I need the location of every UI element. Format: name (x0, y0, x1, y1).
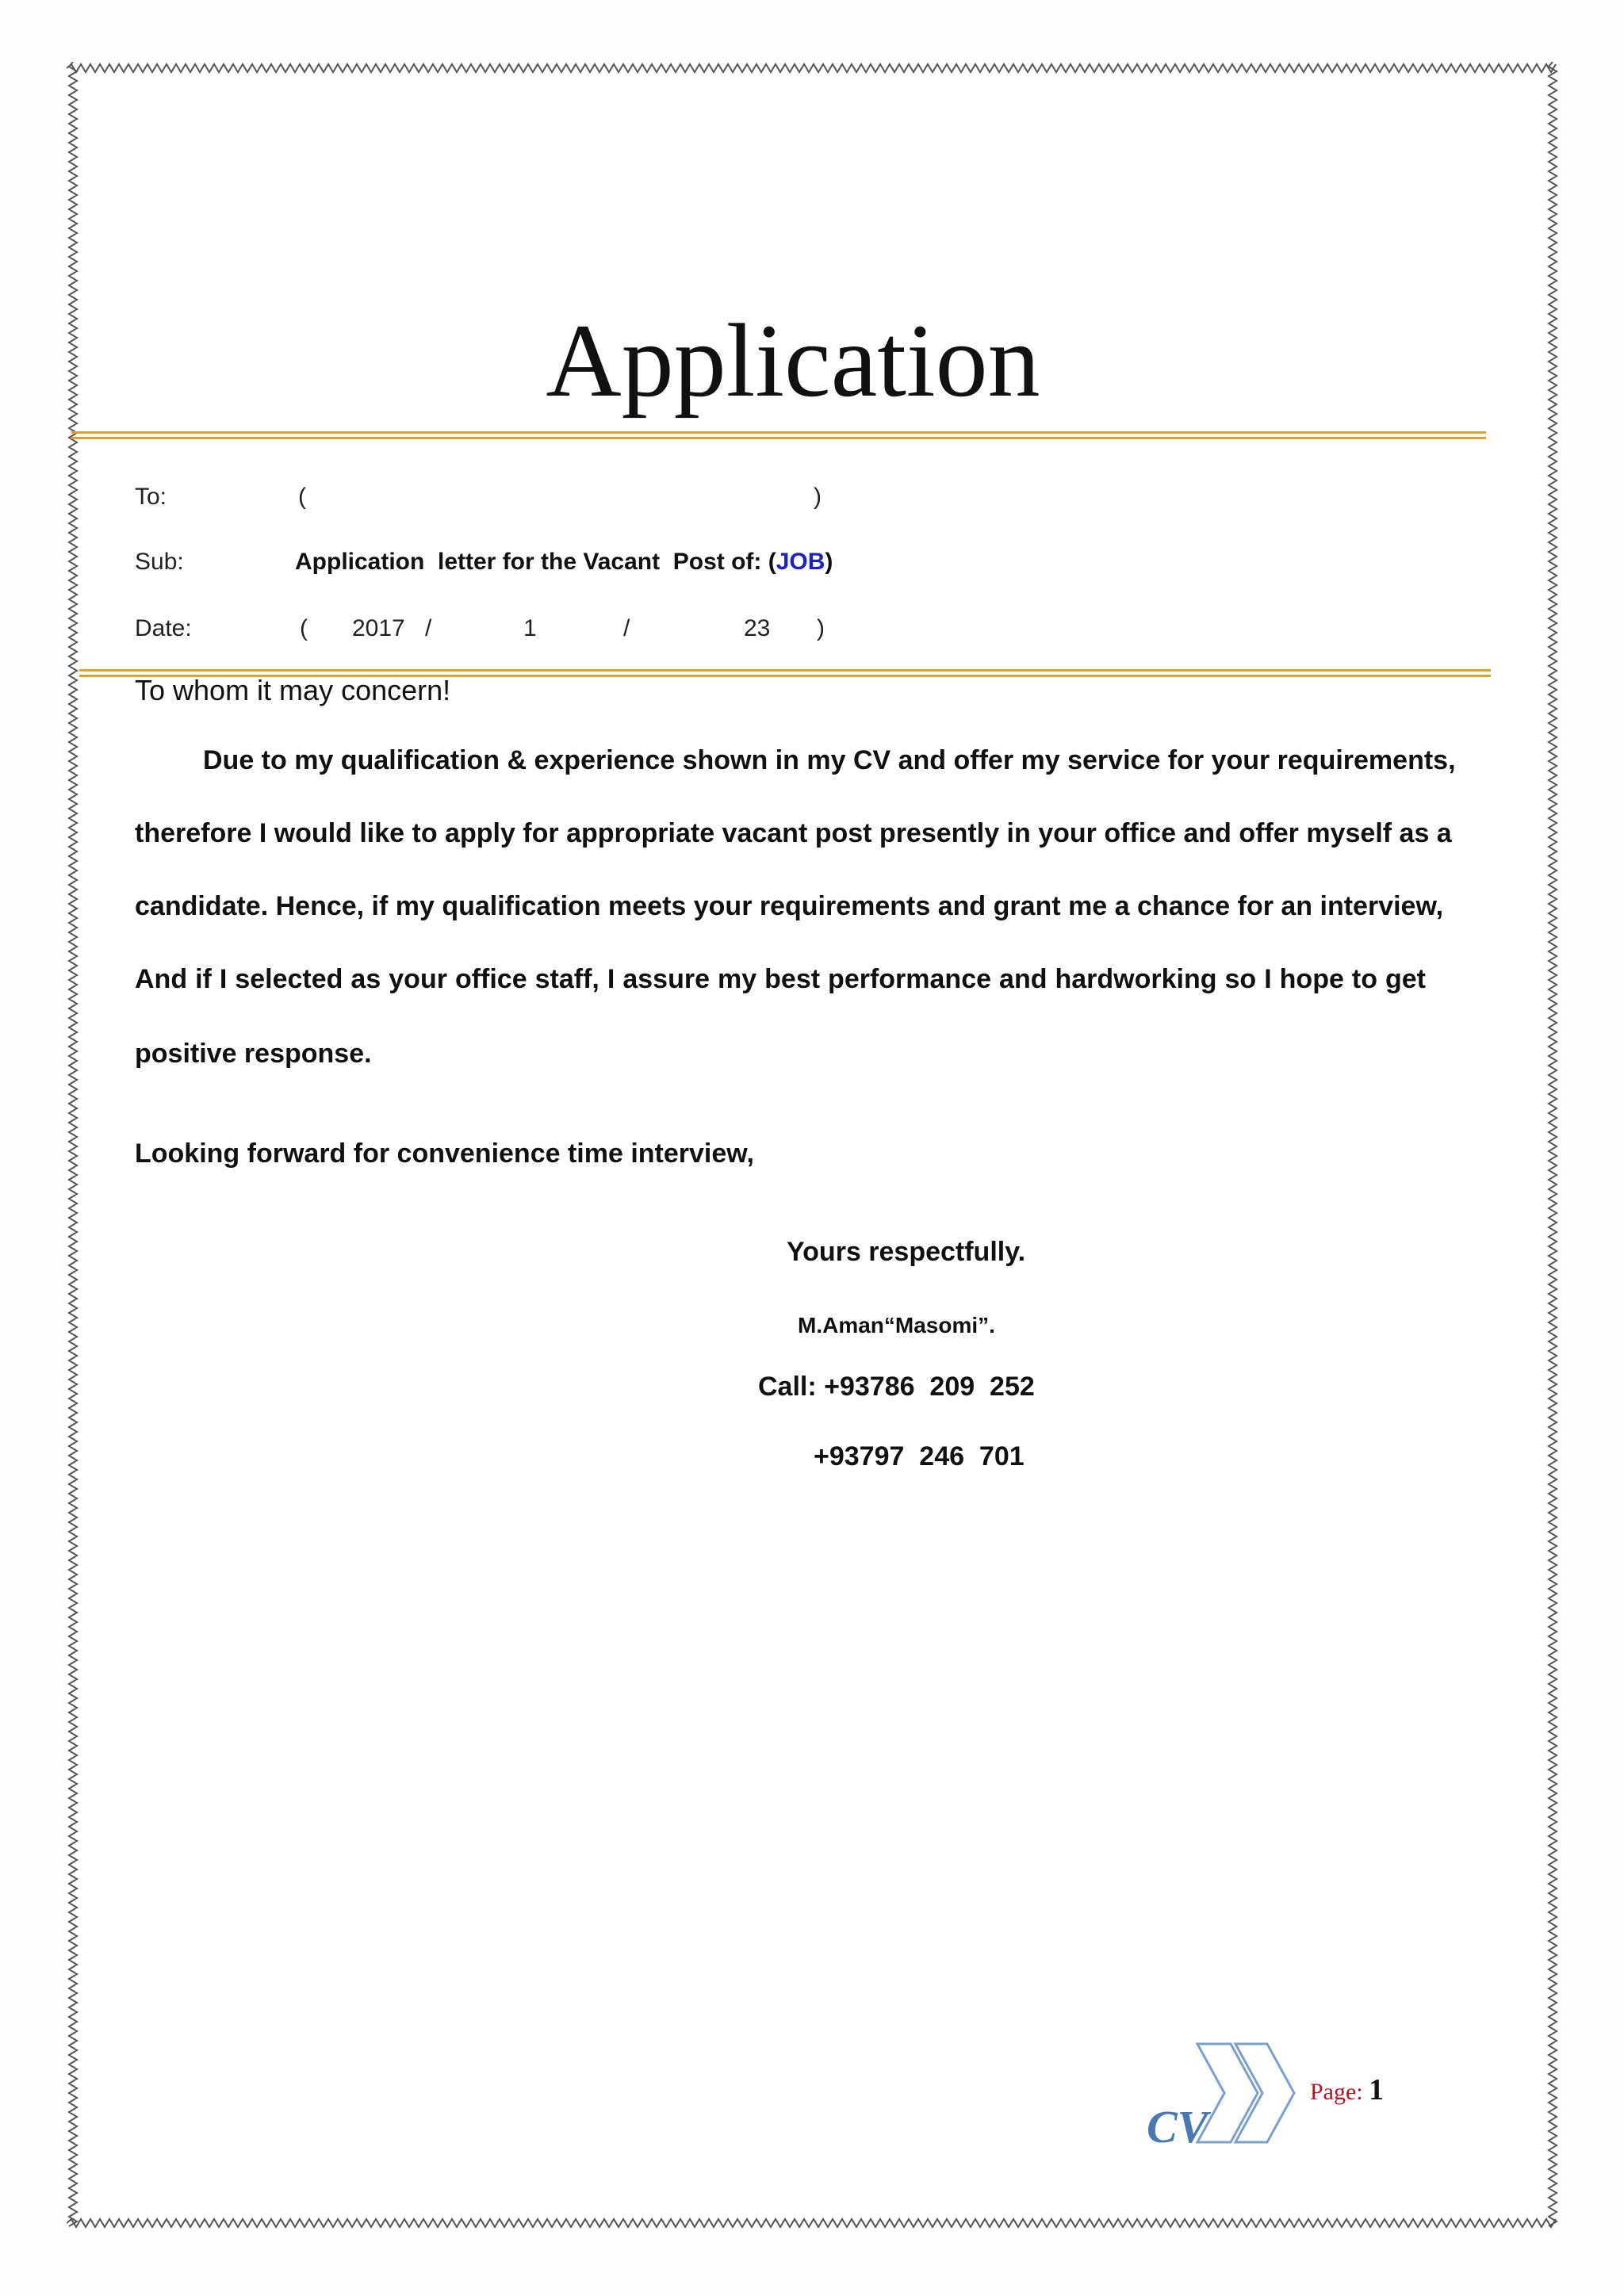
date-separator-2: / (623, 615, 630, 641)
date-paren-close: ) (817, 615, 825, 641)
subject-end: ) (825, 549, 833, 575)
page-indicator (1310, 2072, 1384, 2107)
date-paren-open: ( (300, 615, 308, 641)
to-paren-close: ) (814, 484, 822, 510)
cv-logo-text: CV (1147, 2101, 1208, 2149)
greeting: To whom it may concern! (135, 674, 451, 706)
to-label: To: (135, 484, 167, 510)
title-divider (71, 431, 1486, 439)
signoff: Yours respectfully. (787, 1237, 1026, 1267)
phone-secondary: +93797 246 701 (814, 1441, 1025, 1471)
subject-main: Application letter for the Vacant Post of: ( (295, 549, 776, 575)
date-year: 2017 (352, 615, 405, 641)
date-separator-1: / (425, 615, 432, 641)
page-title: Application (546, 302, 1040, 419)
subject-text (295, 549, 833, 576)
body-line-1: Due to my qualification & experience shown in my CV and offer my service for your requirements, (203, 745, 1456, 775)
page-number: 1 (1369, 2073, 1385, 2107)
page-label: Page: (1310, 2079, 1369, 2105)
sub-label: Sub: (135, 549, 184, 575)
body-line-2: therefore I would like to apply for appropriate vacant post presently in your office and offer myself as a (135, 818, 1452, 848)
looking-forward-text: Looking forward for convenience time interview, (135, 1138, 754, 1169)
cv-logo (1142, 2038, 1300, 2149)
body-line-4: And if I selected as your office staff, I assure my best performance and hardworking so I hope to get (135, 964, 1426, 994)
date-month: 1 (523, 615, 537, 641)
body-line-3: candidate. Hence, if my qualification meets your requirements and grant me a chance for an interview, (135, 891, 1444, 921)
to-paren-open: ( (298, 484, 306, 510)
chevron-icon (1197, 2044, 1294, 2142)
signature-name: M.Aman“Masomi”. (798, 1313, 995, 1337)
subject-job: JOB (776, 549, 825, 575)
body-line-5: positive response. (135, 1039, 372, 1069)
call-line: Call: +93786 209 252 (758, 1372, 1035, 1402)
date-label: Date: (135, 615, 192, 641)
date-day: 23 (744, 615, 771, 641)
